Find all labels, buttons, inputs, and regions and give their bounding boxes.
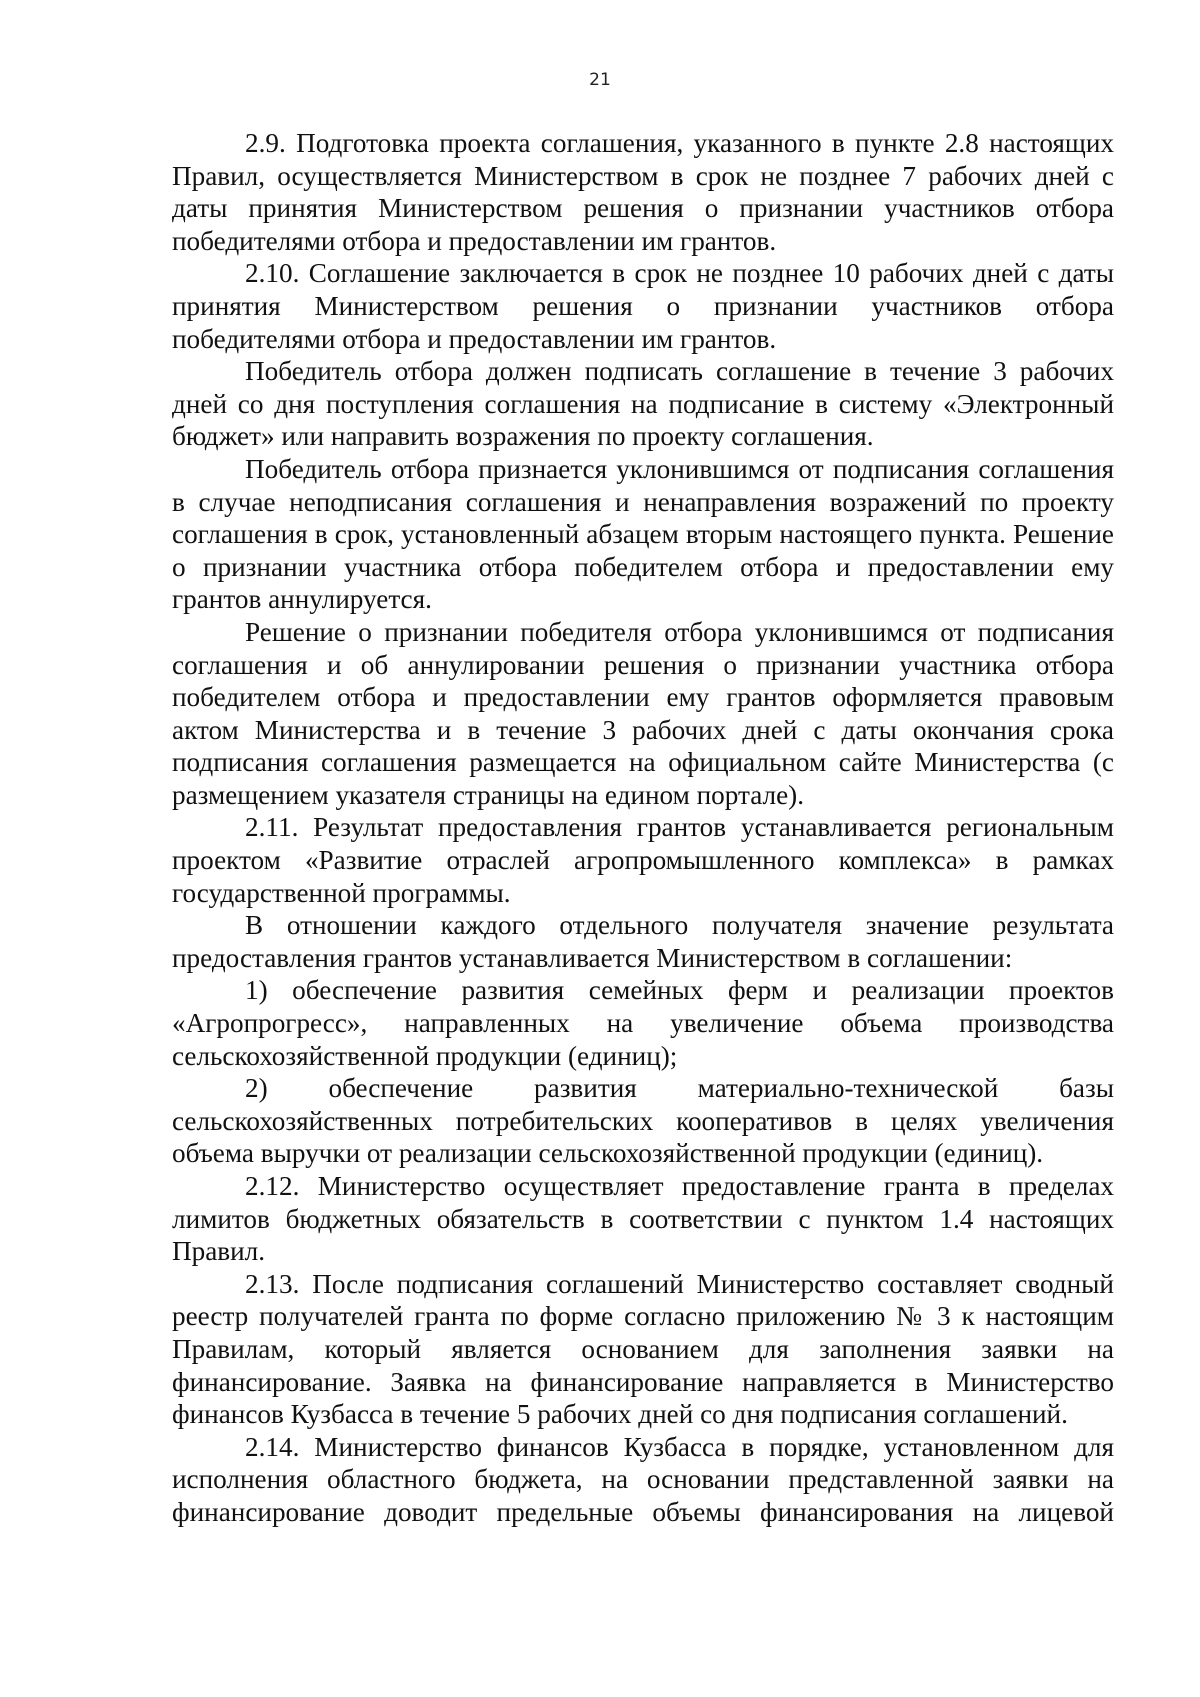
list-item-2: 2) обеспечение развития материально-технической базы сельскохозяйственных потребительских кооперативов в целях увеличения объема выручки от реализации сельскохозяйственной продукции (единиц).: [172, 1073, 1114, 1169]
paragraph-2-12: 2.12. Министерство осуществляет предоставление гранта в пределах лимитов бюджетных обязательств в соответствии с пунктом 1.4 настоящих Правил.: [172, 1171, 1114, 1267]
paragraph-2-11: 2.11. Результат предоставления грантов устанавливается региональным проектом «Развитие отраслей агропромышленного комплекса» в рамках государственной программы.: [172, 812, 1114, 908]
document-body: [172, 127, 1114, 1529]
paragraph-2-13: 2.13. После подписания соглашений Министерство составляет сводный реестр получателей гранта по форме согласно приложению № 3 к настоящим Правилам, который является основанием для заполнения заявки на финансирование. Заявка на финансирование направляется в Министерство финансов Кузбасса в течение 5 рабочих дней со дня подписания соглашений.: [172, 1268, 1114, 1430]
list-item-1: 1) обеспечение развития семейных ферм и реализации проектов «Агропрогресс», направленных на увеличение объема производства сельскохозяйственной продукции (единиц);: [172, 975, 1114, 1071]
paragraph-2-10: 2.10. Соглашение заключается в срок не позднее 10 рабочих дней с даты принятия Министерством решения о признании участников отбора победителями отбора и предоставлении им грантов.: [172, 258, 1114, 354]
paragraph-2-14: 2.14. Министерство финансов Кузбасса в порядке, установленном для исполнения областного бюджета, на основании представленной заявки на финансирование доводит предельные объемы финансирования на лицевой: [172, 1431, 1114, 1527]
paragraph-2-9: 2.9. Подготовка проекта соглашения, указанного в пункте 2.8 настоящих Правил, осуществляется Министерством в срок не позднее 7 рабочих дней с даты принятия Министерством решения о признании участников отбора победителями отбора и предоставлении им грантов.: [172, 128, 1114, 256]
page-number: 21: [589, 70, 611, 90]
paragraph-winner-evading: Победитель отбора признается уклонившимся от подписания соглашения в случае неподписания соглашения и ненаправления возражений по проекту соглашения в срок, установленный абзацем вторым настоящего пункта. Решение о признании участника отбора победителем отбора и предоставлении ему грантов аннулируется.: [172, 453, 1114, 615]
paragraph-winner-signing: Победитель отбора должен подписать соглашение в течение 3 рабочих дней со дня поступления соглашения на подписание в систему «Электронный бюджет» или направить возражения по проекту соглашения.: [172, 356, 1114, 452]
paragraph-result-value: В отношении каждого отдельного получателя значение результата предоставления грантов устанавливается Министерством в соглашении:: [172, 910, 1114, 973]
paragraph-annulment-decision: Решение о признании победителя отбора уклонившимся от подписания соглашения и об аннулировании решения о признании участника отбора победителем отбора и предоставлении ему грантов оформляется правовым актом Министерства и в течение 3 рабочих дней с даты окончания срока подписания соглашения размещается на официальном сайте Министерства (с размещением указателя страницы на едином портале).: [172, 616, 1114, 810]
